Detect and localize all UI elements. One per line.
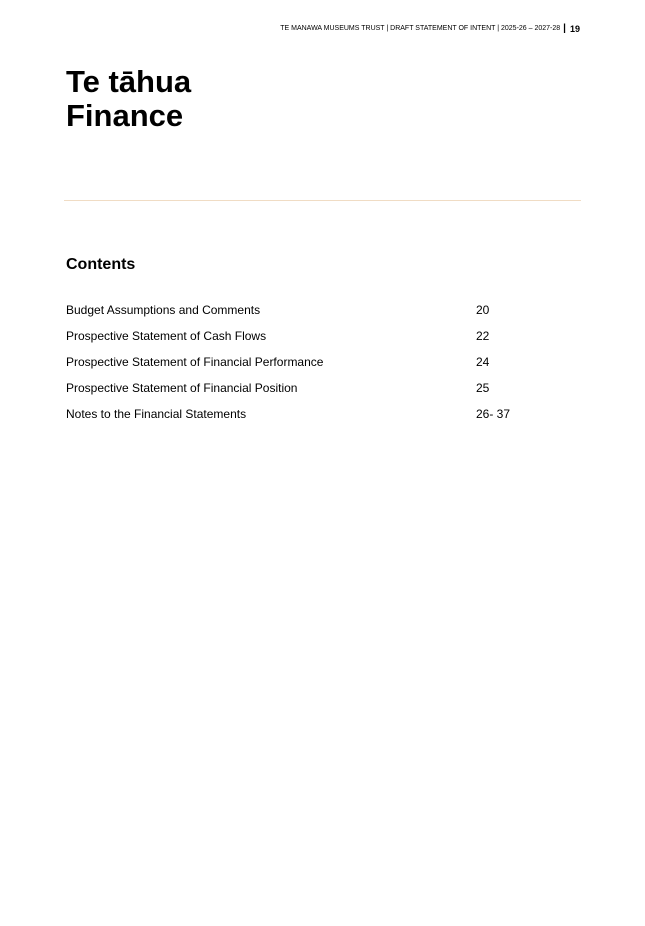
- header-separator: |: [563, 23, 566, 34]
- page-title-line-2: Finance: [66, 98, 184, 133]
- table-of-contents: [66, 302, 546, 432]
- toc-entry-page: 26- 37: [476, 407, 511, 421]
- toc-entry-title: Prospective Statement of Financial Position: [66, 381, 298, 395]
- toc-entry-page: 22: [476, 329, 490, 343]
- header-text: TE MANAWA MUSEUMS TRUST | DRAFT STATEMENT OF INTENT | 2025-26 – 2027-28: [280, 25, 561, 32]
- toc-entry[interactable]: [66, 354, 546, 380]
- section-divider: [64, 200, 581, 201]
- toc-entry-title: Notes to the Financial Statements: [66, 407, 247, 421]
- toc-entry[interactable]: [66, 406, 546, 432]
- page-number: 19: [569, 23, 580, 34]
- toc-entry[interactable]: [66, 380, 546, 406]
- toc-entry-title: Prospective Statement of Financial Performance: [66, 355, 324, 369]
- toc-entry-title: Prospective Statement of Cash Flows: [66, 329, 267, 343]
- toc-entry-page: 25: [476, 381, 490, 395]
- contents-heading: Contents: [66, 256, 136, 273]
- toc-entry[interactable]: [66, 302, 546, 328]
- toc-entry-page: 20: [476, 303, 490, 317]
- page-title-line-1: Te tāhua: [66, 64, 192, 99]
- page-title: [66, 65, 191, 133]
- toc-entry-page: 24: [476, 355, 490, 369]
- toc-entry[interactable]: [66, 328, 546, 354]
- toc-entry-title: Budget Assumptions and Comments: [66, 303, 261, 317]
- running-header: [280, 23, 580, 34]
